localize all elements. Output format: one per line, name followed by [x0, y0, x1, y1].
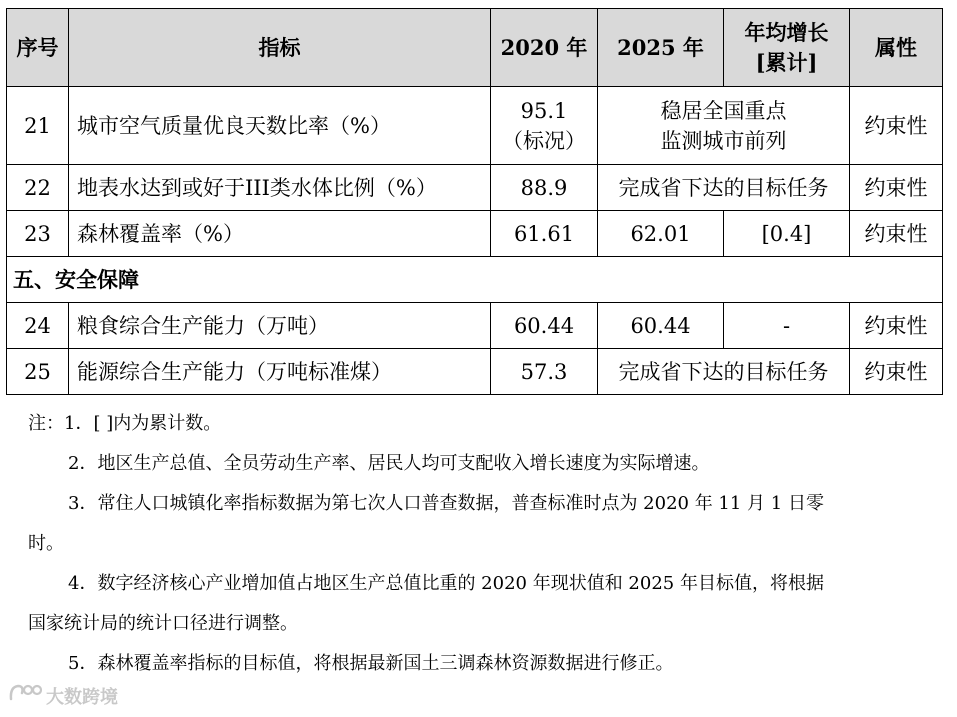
cell-attribute: 约束性	[850, 303, 943, 349]
cell-2020: 88.9	[491, 165, 598, 211]
note-4-continued: 国家统计局的统计口径进行调整。	[28, 613, 298, 634]
note-1: 注：1．[ ]内为累计数。	[28, 413, 222, 434]
header-2025: 2025 年	[598, 9, 724, 87]
cell-indicator: 粮食综合生产能力（万吨）	[69, 303, 491, 349]
cell-2020-value: 95.1	[520, 98, 568, 123]
cell-indicator: 地表水达到或好于III类水体比例（%）	[69, 165, 491, 211]
header-attribute: 属性	[850, 9, 943, 87]
cell-target-merged: 完成省下达的目标任务	[598, 165, 850, 211]
watermark-text: 大数跨境	[46, 686, 118, 708]
cell-indicator: 能源综合生产能力（万吨标准煤）	[69, 349, 491, 395]
cell-seq: 25	[7, 349, 69, 395]
cell-target-merged: 完成省下达的目标任务	[598, 349, 850, 395]
table-row	[7, 211, 943, 257]
cell-seq: 24	[7, 303, 69, 349]
cell-target-line1: 稳居全国重点	[660, 98, 787, 123]
cell-2020: 57.3	[491, 349, 598, 395]
cell-growth: -	[724, 303, 850, 349]
cell-2020: 60.44	[491, 303, 598, 349]
note-3-continued: 时。	[28, 533, 64, 554]
header-seq: 序号	[7, 9, 69, 87]
cell-seq: 22	[7, 165, 69, 211]
cell-2025: 62.01	[598, 211, 724, 257]
notes-section	[28, 404, 933, 684]
header-2020: 2020 年	[491, 9, 598, 87]
indicator-table	[6, 8, 943, 395]
section-row	[7, 257, 943, 303]
brand-logo-icon	[8, 682, 46, 709]
table-row	[7, 165, 943, 211]
cell-seq: 21	[7, 87, 69, 165]
cell-target-line2: 监测城市前列	[660, 128, 787, 153]
table-row	[7, 87, 943, 165]
cell-growth: [0.4]	[724, 211, 850, 257]
table-row	[7, 303, 943, 349]
cell-attribute: 约束性	[850, 165, 943, 211]
cell-indicator: 城市空气质量优良天数比率（%）	[69, 87, 491, 165]
cell-2020: 61.61	[491, 211, 598, 257]
cell-2020	[491, 87, 598, 165]
header-growth-line2: [累计]	[755, 49, 818, 75]
cell-2025: 60.44	[598, 303, 724, 349]
cell-indicator: 森林覆盖率（%）	[69, 211, 491, 257]
table-row	[7, 349, 943, 395]
cell-seq: 23	[7, 211, 69, 257]
cell-target-merged	[598, 87, 850, 165]
header-growth-line1: 年均增长	[744, 19, 829, 45]
header-indicator: 指标	[69, 9, 491, 87]
header-growth	[724, 9, 850, 87]
section-title: 五、安全保障	[7, 257, 943, 303]
cell-attribute: 约束性	[850, 87, 943, 165]
cell-attribute: 约束性	[850, 349, 943, 395]
note-2: 2．地区生产总值、全员劳动生产率、居民人均可支配收入增长速度为实际增速。	[68, 453, 710, 474]
note-5: 5．森林覆盖率指标的目标值，将根据最新国土三调森林资源数据进行修正。	[68, 653, 674, 674]
cell-attribute: 约束性	[850, 211, 943, 257]
cell-2020-note: （标况）	[502, 128, 586, 153]
note-3: 3．常住人口城镇化率指标数据为第七次人口普查数据，普查标准时点为 2020 年 11 月 1 日零	[68, 493, 824, 514]
watermark	[8, 682, 118, 709]
table-header-row	[7, 9, 943, 87]
note-4: 4．数字经济核心产业增加值占地区生产总值比重的 2020 年现状值和 2025 年目标值，将根据	[68, 573, 824, 594]
